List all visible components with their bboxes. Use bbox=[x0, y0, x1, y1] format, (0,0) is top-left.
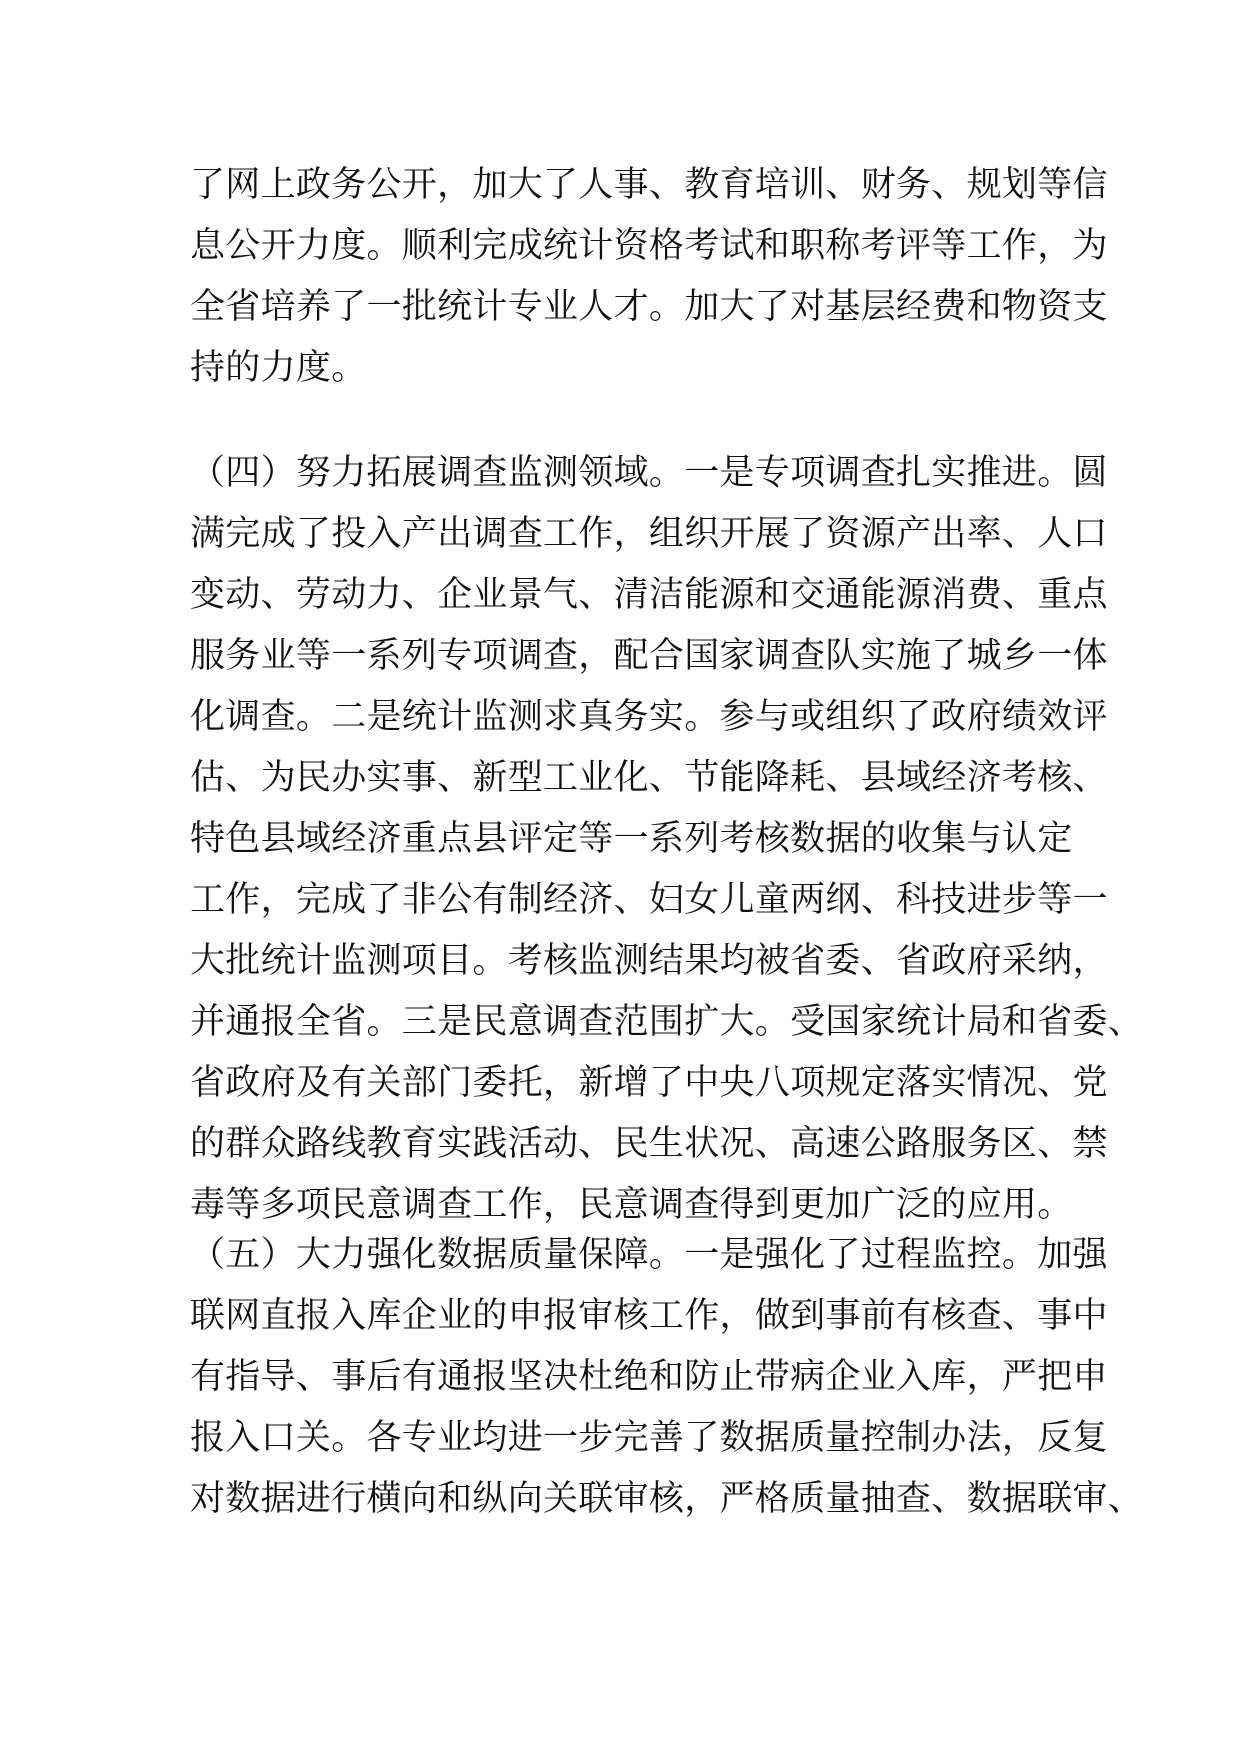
paragraph-line: 有指导、事后有通报坚决杜绝和防止带病企业入库，严把申 bbox=[190, 1357, 1108, 1397]
paragraph-line: 全省培养了一批统计专业人才。加大了对基层经费和物资支 bbox=[190, 287, 1108, 327]
paragraph-line: 服务业等一系列专项调查，配合国家调查队实施了城乡一体 bbox=[190, 636, 1108, 676]
paragraph-line: 的群众路线教育实践活动、民生状况、高速公路服务区、禁 bbox=[190, 1124, 1108, 1164]
paragraph-2 bbox=[190, 443, 1144, 1236]
paragraph-line: 工作，完成了非公有制经济、妇女儿童两纲、科技进步等一 bbox=[190, 880, 1108, 920]
paragraph-line: 毒等多项民意调查工作，民意调查得到更加广泛的应用。 bbox=[190, 1185, 1073, 1225]
paragraph-line: 特色县域经济重点县评定等一系列考核数据的收集与认定 bbox=[190, 819, 1073, 859]
paragraph-line: 报入口关。各专业均进一步完善了数据质量控制办法，反复 bbox=[190, 1418, 1108, 1458]
paragraph-line: 估、为民办实事、新型工业化、节能降耗、县域经济考核、 bbox=[190, 758, 1108, 798]
paragraph-line: 对数据进行横向和纵向关联审核，严格质量抽查、数据联审、 bbox=[190, 1479, 1144, 1519]
paragraph-line: 并通报全省。三是民意调查范围扩大。受国家统计局和省委、 bbox=[190, 1002, 1144, 1042]
paragraph-line: 持的力度。 bbox=[190, 348, 367, 388]
paragraph-line: 大批统计监测项目。考核监测结果均被省委、省政府采纳， bbox=[190, 941, 1108, 981]
paragraph-1 bbox=[190, 155, 1108, 399]
paragraph-line: 联网直报入库企业的申报审核工作，做到事前有核查、事中 bbox=[190, 1296, 1108, 1336]
paragraph-line: 了网上政务公开，加大了人事、教育培训、财务、规划等信 bbox=[190, 165, 1108, 205]
paragraph-line: 息公开力度。顺利完成统计资格考试和职称考评等工作，为 bbox=[190, 226, 1108, 266]
paragraph-line: 满完成了投入产出调查工作，组织开展了资源产出率、人口 bbox=[190, 514, 1108, 554]
paragraph-line: 省政府及有关部门委托，新增了中央八项规定落实情况、党 bbox=[190, 1063, 1108, 1103]
paragraph-line: 化调查。二是统计监测求真务实。参与或组织了政府绩效评 bbox=[190, 697, 1108, 737]
paragraph-3 bbox=[190, 1225, 1144, 1530]
paragraph-line: 变动、劳动力、企业景气、清洁能源和交通能源消费、重点 bbox=[190, 575, 1108, 615]
paragraph-line: （四）努力拓展调查监测领域。一是专项调查扎实推进。圆 bbox=[190, 453, 1108, 493]
paragraph-line: （五）大力强化数据质量保障。一是强化了过程监控。加强 bbox=[190, 1235, 1108, 1275]
